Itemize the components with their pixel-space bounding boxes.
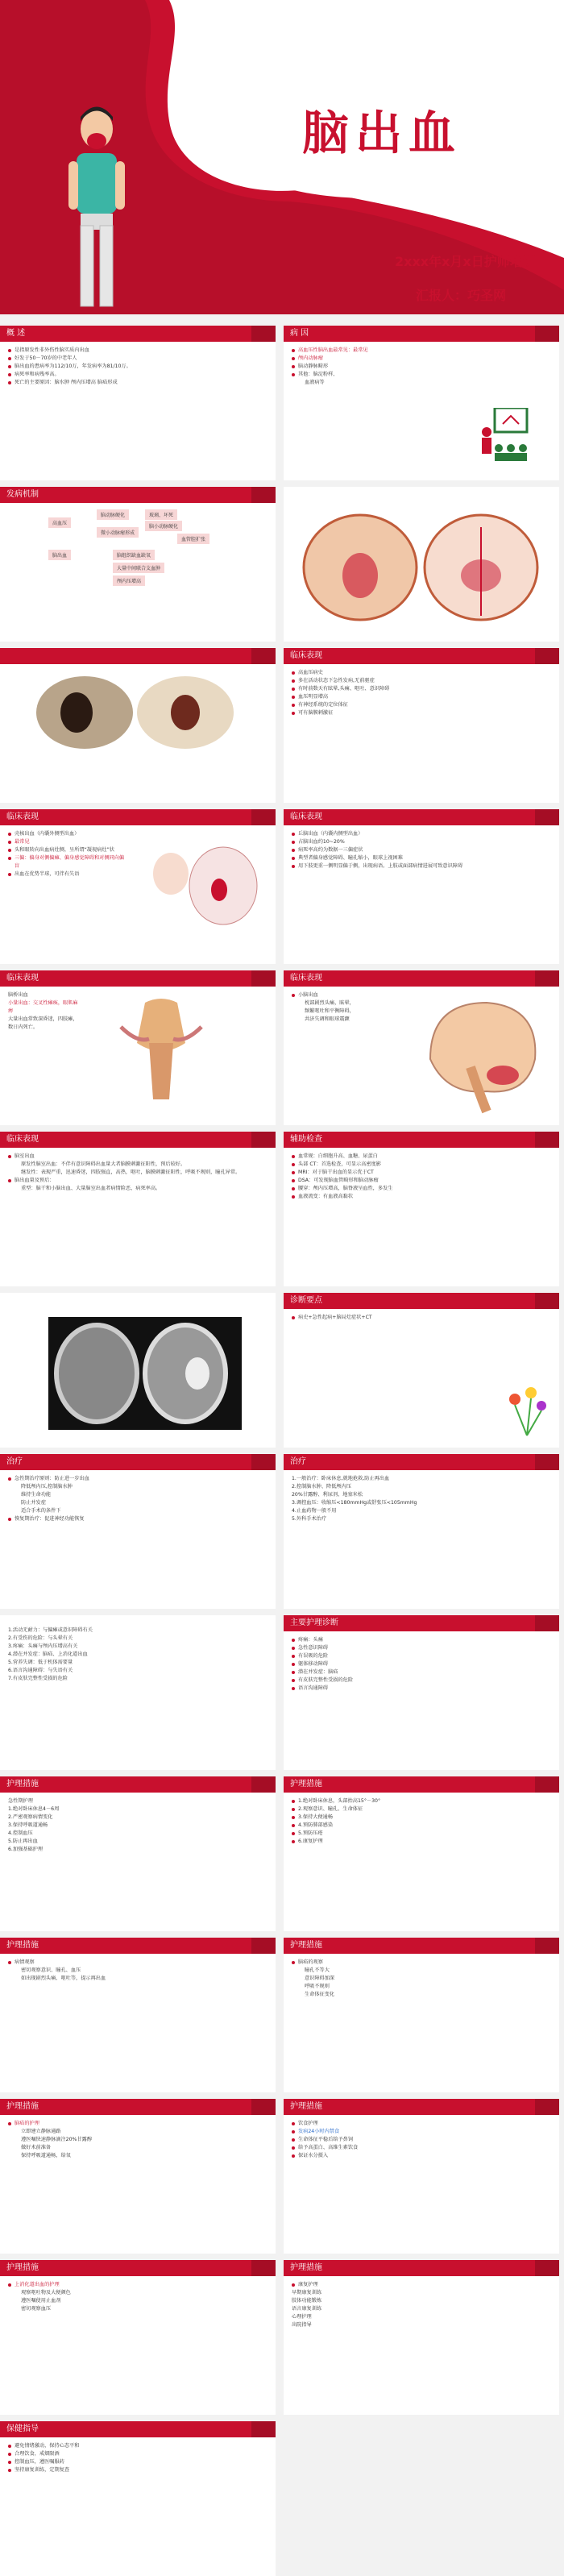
bullet: 脑动静脉畸形 (292, 363, 551, 371)
bullet: 脑室出血 (8, 1153, 267, 1161)
bullet: 头和眼转向出血病灶侧，呈所谓“凝视病灶”状 (8, 846, 129, 854)
text: 降低颅内压,控制脑水肿 (21, 1484, 73, 1490)
slide-diagnosis (284, 1293, 559, 1448)
text: 早期康复训练 (292, 2290, 322, 2296)
slide-overview (0, 326, 276, 480)
text: 枕部剧烈头痛，眩晕， (305, 1000, 355, 1006)
slide-ct (0, 1293, 276, 1448)
slide-title: 临床表现 (284, 809, 559, 825)
text: 防止并发症 (21, 1500, 46, 1506)
text: 重型：脑干和小脑出血、大量脑室出血者病情险恶，病死率高。 (21, 1186, 161, 1191)
doctor-icon (64, 97, 129, 314)
bullet: 病情观察 (8, 1959, 267, 1967)
text: 4.止血药物一般不用 (292, 1508, 337, 1514)
bullet: 6.康复护理 (292, 1838, 551, 1846)
flow-node: 玻璃、坏死 (145, 509, 177, 520)
bullet: 疼痛：头痛 (292, 1636, 551, 1644)
slide-nursing-2 (284, 1776, 559, 1931)
bullet: 5.预防压疮 (292, 1830, 551, 1838)
text: 做好术前准备 (21, 2145, 52, 2150)
slide-title (0, 648, 276, 664)
slide-title: 护理措施 (0, 1776, 276, 1793)
text: 如出现剧烈头痛、呕吐等，提示再出血 (21, 1976, 106, 1981)
bullet: 4.预防肺部感染 (292, 1822, 551, 1830)
text: 生命体征变化 (305, 1992, 335, 1997)
bullet: 颅内动脉瘤 (292, 355, 551, 363)
flower-icon (503, 1383, 551, 1440)
bullet: 2.观察意识、瞳孔、生命体征 (292, 1805, 551, 1814)
slide-clinical-3 (284, 809, 559, 964)
text: 6.语言沟通障碍：与失语有关 (8, 1668, 73, 1673)
text: 频繁呕吐和平衡障碍， (305, 1008, 355, 1014)
bullet: 语言沟通障碍 (292, 1685, 551, 1693)
brain-icon (300, 511, 541, 624)
text: 保持呼吸道通畅，给氧 (21, 2153, 71, 2158)
text: 3.保持呼吸道通畅 (8, 1822, 48, 1828)
text: 2.有受伤的危险：与头晕有关 (8, 1635, 73, 1641)
bullet: 上消化道出血的护理 (8, 2281, 267, 2289)
specimen-image (32, 672, 242, 753)
bullet: 多在活动状态下急性发病,无前驱症 (292, 677, 551, 685)
slide-title: 主要护理诊断 (284, 1615, 559, 1631)
text: 2.严密观察病情变化 (8, 1814, 53, 1820)
bullet: 避免情绪激动，保持心态平和 (8, 2442, 267, 2450)
text: 出院指导 (292, 2322, 312, 2328)
bullet: 控制血压，遵医嘱服药 (8, 2458, 267, 2466)
bullet: 典型者偏身感觉障碍、瞳孔缩小，眼球上视困难 (292, 854, 551, 862)
bullet: 康复护理 (292, 2281, 551, 2289)
bullet: 潜在并发症：脑疝 (292, 1668, 551, 1676)
bullet: 可有脑膜刺激征 (292, 709, 551, 717)
bullet: 腰穿：颅内压增高，脑脊液呈血性，多发生 (292, 1185, 551, 1193)
text: 瞳孔不等大 (305, 1967, 330, 1973)
bullet: 壳核出血（内囊外侧型出血） (8, 830, 129, 838)
flow-node: 血管腔扩张 (177, 534, 209, 544)
text: 7.有皮肤完整性受损的危险 (8, 1676, 68, 1681)
slide-title: 发病机制 (0, 487, 276, 503)
bullet: 有皮肤完整性受损的危险 (292, 1676, 551, 1685)
bullet: 病史+急性起病+脑局灶症状+CT (292, 1314, 551, 1322)
bullet: 脑疝的护理 (8, 2120, 267, 2128)
text: 维持生命功能 (21, 1492, 52, 1498)
slide-title: 护理措施 (284, 1776, 559, 1793)
bullet: 病死率高约为数据一三偏症状 (292, 846, 551, 854)
slide-title: 护理措施 (284, 2260, 559, 2276)
bullet: 三偏：偏身对侧偏瘫、偏身感觉障碍和对侧同向偏盲 (8, 854, 129, 870)
text: 大量出血常致深昏迷，四肢瘫，数日内死亡。 (8, 1016, 78, 1030)
text: 急性期护理 (8, 1798, 33, 1804)
bullet: 躯体移动障碍 (292, 1660, 551, 1668)
text: 原发性脑室出血：不伴有意识障碍出血量大者脑膜刺激征阳性，预后较好。 (21, 1161, 186, 1167)
flow-node: 大量中间联合支血肿 (113, 563, 164, 573)
text: 语言康复训练 (292, 2306, 322, 2312)
text: 密切观察意识、瞳孔、血压 (21, 1967, 81, 1973)
lecture-icon (471, 408, 543, 464)
text: 6.加强基础护理 (8, 1847, 44, 1852)
slide-title: 临床表现 (0, 1132, 276, 1148)
bullet: DSA：可发现脑血管畸形和脑动脉瘤 (292, 1177, 551, 1185)
slide-title: 诊断要点 (284, 1293, 559, 1309)
bullet: 其他：脑淀粉样、 (292, 371, 551, 379)
slide-brain-images (284, 487, 559, 642)
text: 密切观察血压 (21, 2306, 52, 2312)
flow-node: 微小动脉瘤形成 (97, 527, 139, 538)
slide-nursing-6 (284, 2099, 559, 2254)
bullet-sub: 血液病等 (305, 380, 325, 385)
slide-title: 护理措施 (284, 1938, 559, 1954)
slide-title: 治疗 (284, 1454, 559, 1470)
text: 立即建立静脉通路 (21, 2129, 61, 2134)
slide-title: 治疗 (0, 1454, 276, 1470)
ct-scan-image (48, 1317, 242, 1430)
slide-title: 护理措施 (284, 2099, 559, 2115)
text: 2.控制脑水肿、降低颅内压 (292, 1484, 351, 1490)
bullet: 恢复期治疗：促进神经功能恢复 (8, 1515, 267, 1523)
slide-nursing-1 (0, 1776, 276, 1931)
slide-clinical-1 (284, 648, 559, 803)
bullet: 脑出血的患病率为112/10万，年发病率为81/10万。 (8, 363, 267, 371)
bullet: 用下肢更重一侧明显偏于侧，出现病语。上肢或面部病情进展可致意识障碍 (292, 862, 551, 870)
text: 观察呕吐物及大便颜色 (21, 2290, 71, 2296)
text: 5.外科手术治疗 (292, 1516, 327, 1522)
cover-slide (0, 0, 564, 314)
slide-clinical-5 (284, 970, 559, 1125)
slide-nursing-dx-1 (0, 1615, 276, 1770)
slide-treatment-2 (284, 1454, 559, 1609)
brain-icon (147, 841, 259, 930)
text: 肢体功能锻炼 (292, 2298, 322, 2304)
slide-title: 概 述 (0, 326, 276, 342)
text: 4.控制血压 (8, 1830, 33, 1836)
text: 继发性：表现严重，迅速昏迷，四肢强直，高热，呕吐，脑膜刺激征阳性，呼吸不规则，瞳孔异常。 (21, 1170, 241, 1175)
text: 5.营养失调：低于机体需要量 (8, 1660, 73, 1665)
bullet: 脑出血量及预后： (8, 1177, 267, 1185)
slide-title: 临床表现 (0, 970, 276, 987)
text: 3.疼痛：头痛与颅内压增高有关 (8, 1643, 78, 1649)
slide-exam (284, 1132, 559, 1286)
bullet: 好发于50－70岁的中老年人 (8, 355, 267, 363)
text: 适合手术的条件下 (21, 1508, 61, 1514)
bullet: 丘脑出血（内囊内侧型出血） (292, 830, 551, 838)
slide-title: 护理措施 (0, 1938, 276, 1954)
bullet: 饮食护理 (292, 2120, 551, 2128)
text: 5.防止再出血 (8, 1839, 38, 1844)
slide-title: 临床表现 (0, 809, 276, 825)
slide-nursing-dx-2 (284, 1615, 559, 1770)
flow-node: 脑小动脉硬化 (145, 521, 182, 531)
slide-mechanism (0, 487, 276, 642)
text: 遵医嘱快速静脉滴注20%甘露醇 (21, 2137, 93, 2142)
bullet: 血常规：白细胞升高、血糖、尿蛋白 (292, 1153, 551, 1161)
flow-node: 高血压 (48, 517, 71, 528)
flow-node: 脑动脉硬化 (97, 509, 129, 520)
flow-node: 颅内压增高 (113, 575, 145, 586)
text: 遵医嘱使用止血剂 (21, 2298, 61, 2304)
flow-node: 脑组织缺血缺氧 (113, 550, 155, 560)
bullet: 坚持康复训练，定期复查 (8, 2466, 267, 2474)
slide-clinical-6 (0, 1132, 276, 1286)
text: 呼吸不规则 (305, 1984, 330, 1989)
slide-treatment-1 (0, 1454, 276, 1609)
slide-title: 病 因 (284, 326, 559, 342)
text: 心理护理 (292, 2314, 312, 2320)
bullet: 最常见 (8, 838, 129, 846)
slide-title: 护理措施 (0, 2099, 276, 2115)
text: 1.绝对卧床休息4－6周 (8, 1806, 60, 1812)
text: 小量出血：交叉性瘫痪，眼肌麻痹 (8, 1000, 78, 1014)
slide-nursing-8 (284, 2260, 559, 2415)
slide-cause (284, 326, 559, 480)
bullet: 有神经系统的定位体征 (292, 701, 551, 709)
text: 20%甘露醇、利尿剂、地塞米松 (292, 1492, 363, 1498)
slide-nursing-7 (0, 2260, 276, 2415)
cover-reporter: 汇报人：巧圣网 (416, 288, 507, 303)
text: 脑桥出血 (8, 992, 28, 998)
bullet: 占脑出血约10~20% (292, 838, 551, 846)
bullet: 小脑出血 (292, 991, 388, 999)
bullet: 发病24小时内禁食 (292, 2128, 551, 2136)
slide-title: 临床表现 (284, 970, 559, 987)
bullet: 出血在优势半球，可伴有失语 (8, 870, 129, 879)
brain-section-image (414, 995, 543, 1116)
bullet: 急性意识障碍 (292, 1644, 551, 1652)
bullet: 是指原发性非外伤性脑实质内出血 (8, 347, 267, 355)
flow-node: 脑出血 (48, 550, 71, 560)
slide-clinical-2 (0, 809, 276, 964)
slide-title: 临床表现 (284, 648, 559, 664)
text: 1.一般治疗：卧床休息,就地抢救,防止再出血 (292, 1476, 390, 1481)
slide-clinical-4 (0, 970, 276, 1125)
text: 意识障碍加深 (305, 1976, 335, 1981)
slide-nursing-3 (0, 1938, 276, 2092)
bullet: 有误吸的危险 (292, 1652, 551, 1660)
bullet: 头部 CT：首选检查，可显示高密度影 (292, 1161, 551, 1169)
bullet: 血液流变：有血液高黏状 (292, 1193, 551, 1201)
bullet: 高血压性脑出血最常见：最常见 (292, 347, 551, 355)
bullet: 1.绝对卧床休息，头部抬高15°－30° (292, 1797, 551, 1805)
slide-nursing-4 (284, 1938, 559, 2092)
cover-title: 脑出血 (302, 106, 462, 160)
brainstem-image (113, 995, 209, 1107)
bullet: 脑疝的观察 (292, 1959, 551, 1967)
bullet: 3.保持大便通畅 (292, 1814, 551, 1822)
text: 1.活动无耐力：与偏瘫或意识障碍有关 (8, 1627, 93, 1633)
bullet: 生命体征平稳后给予鼻饲 (292, 2136, 551, 2144)
bullet: 高血压病史 (292, 669, 551, 677)
slide-specimens (0, 648, 276, 803)
slide-title: 辅助检查 (284, 1132, 559, 1148)
bullet: 给予高蛋白、高维生素饮食 (292, 2144, 551, 2152)
bullet: 病死率和病残率高。 (8, 371, 267, 379)
text: 4.潜在并发症：脑疝、上消化道出血 (8, 1652, 88, 1657)
slide-title: 保健指导 (0, 2421, 276, 2437)
slide-title: 护理措施 (0, 2260, 276, 2276)
slide-health-guide (0, 2421, 276, 2576)
text: 共济失调和眼球震颤 (305, 1016, 350, 1022)
slide-nursing-5 (0, 2099, 276, 2254)
text: 3.调控血压：收缩压<180mmHg或舒张压<105mmHg (292, 1500, 417, 1506)
bullet: 合理饮食，戒烟限酒 (8, 2450, 267, 2458)
bullet: MRI：对于脑干出血的显示优于CT (292, 1169, 551, 1177)
bullet: 血压明显增高 (292, 693, 551, 701)
bullet: 有时前数天有眩晕,头痛、呕吐、意识障碍 (292, 685, 551, 693)
bullet: 死亡的主要原因：脑水肿 颅内压增高 脑疝形成 (8, 379, 267, 387)
bullet: 保证水分摄入 (292, 2152, 551, 2160)
bullet: 急性期治疗原则：防止进一步出血 (8, 1475, 267, 1483)
cover-subtitle: 2xxx年x月x日护师培训 (395, 254, 536, 269)
